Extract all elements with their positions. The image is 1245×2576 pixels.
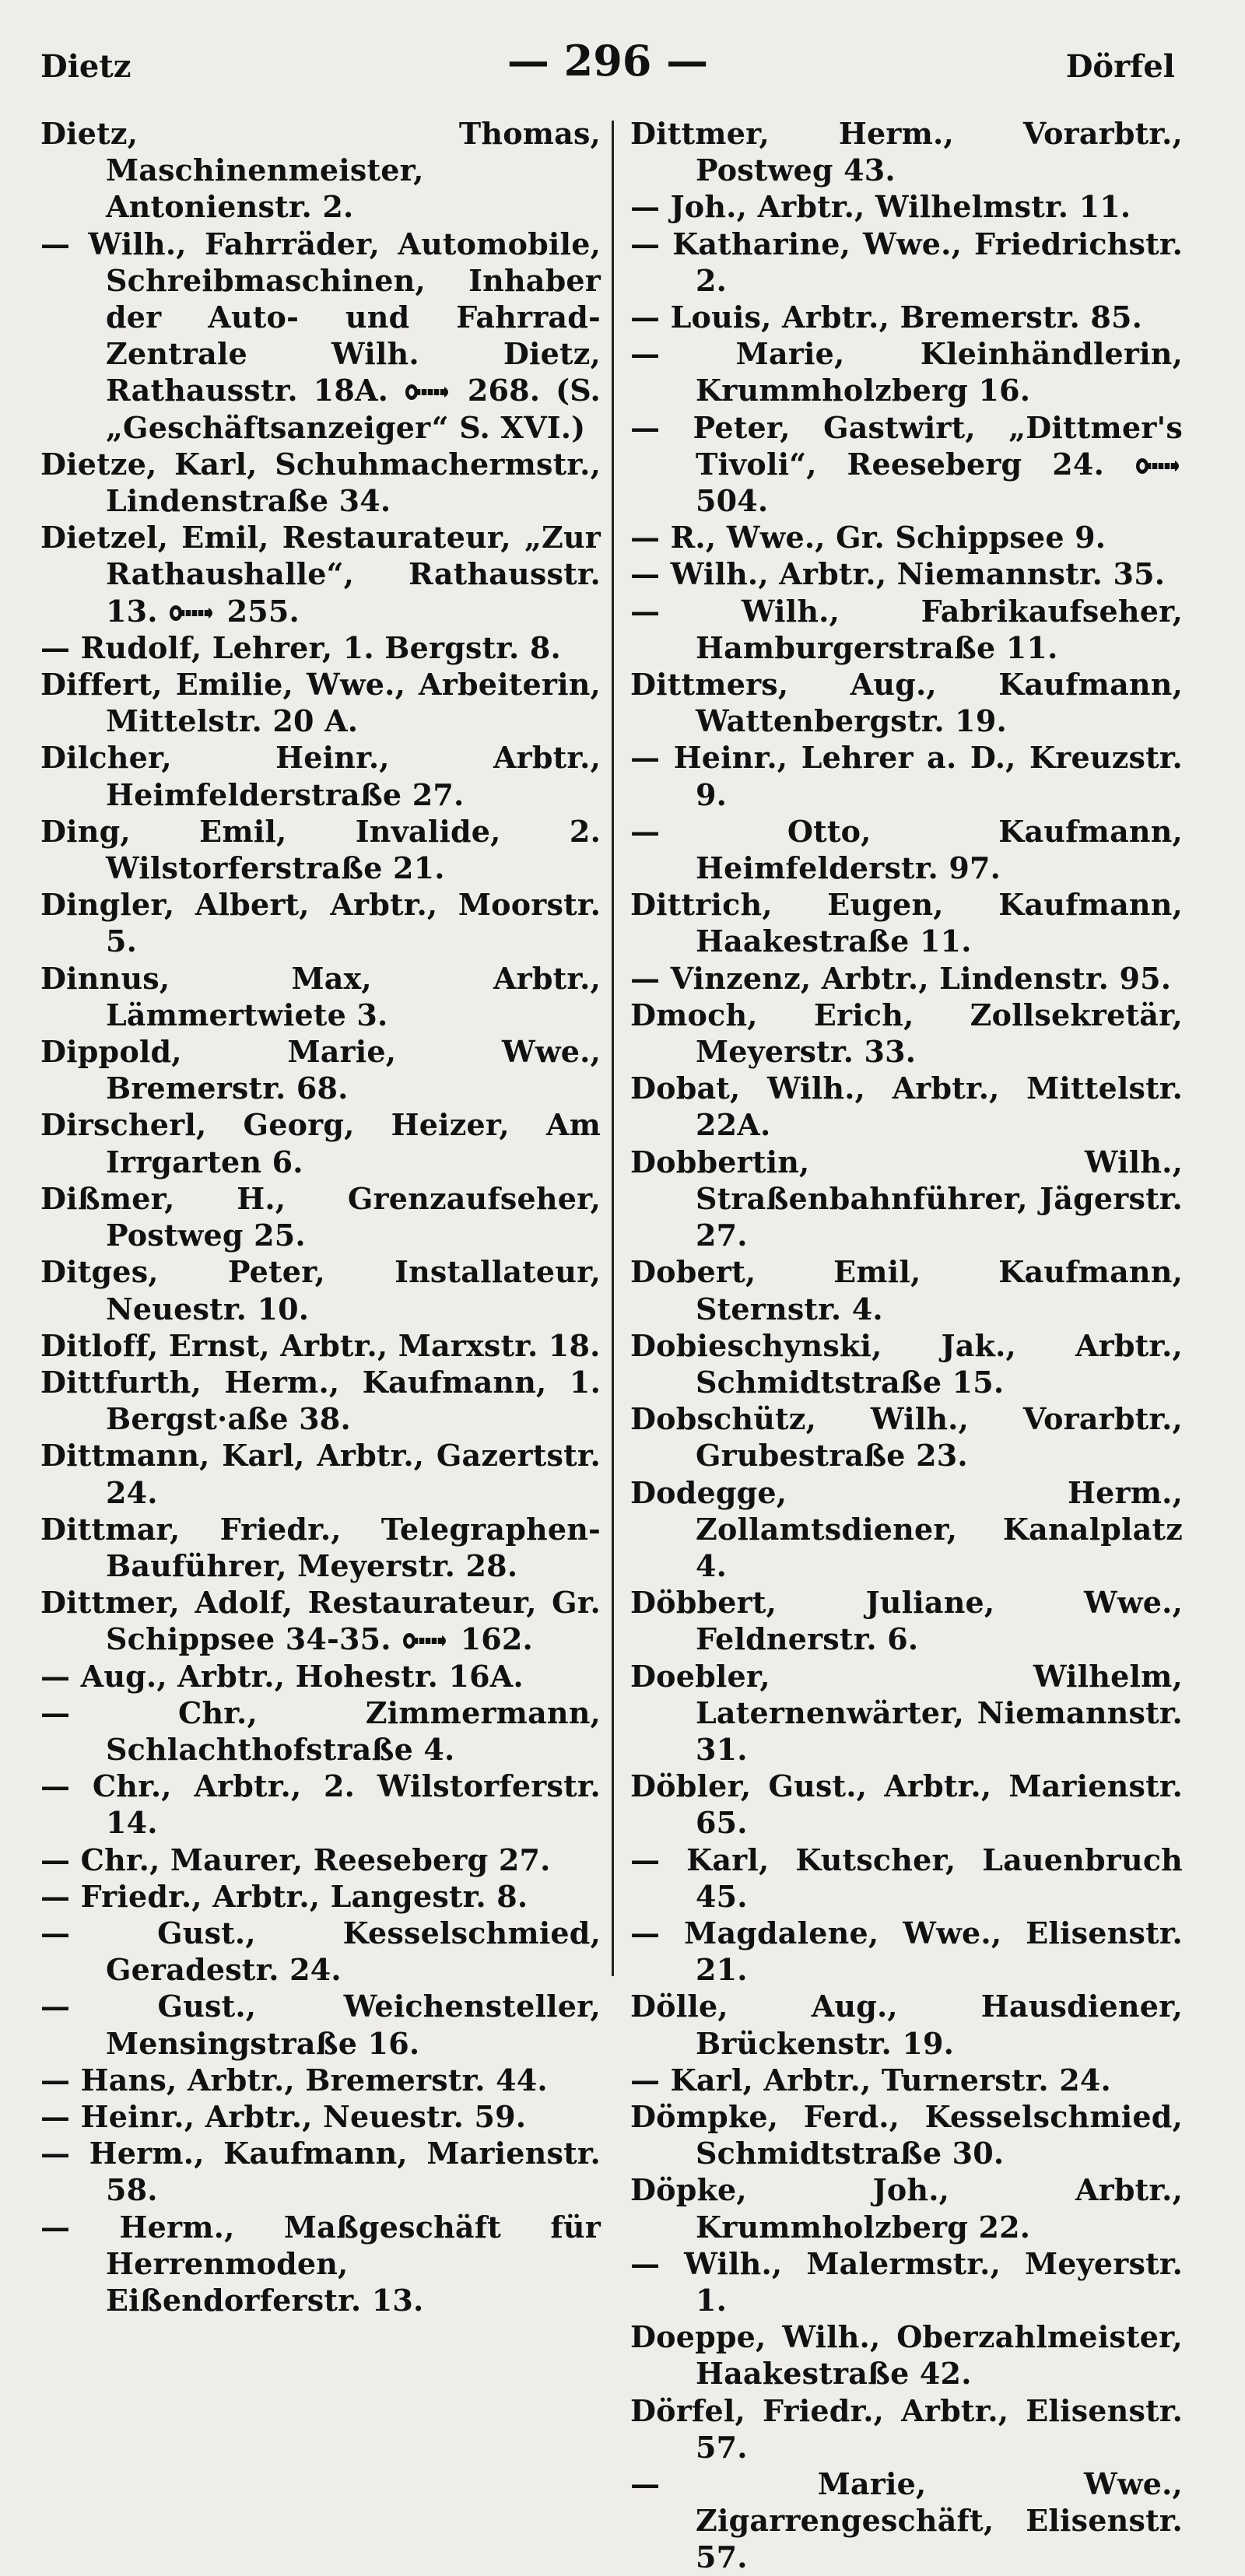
- directory-entry: [40, 1180, 601, 1253]
- directory-entry: [630, 1584, 1183, 1657]
- entry-text: — Wilh., Malermstr., Meyerstr. 1.: [630, 2245, 1183, 2318]
- entry-text: Döbbert, Juliane, Wwe., Feldnerstr. 6.: [630, 1585, 1183, 1657]
- column-divider: [612, 121, 614, 1976]
- directory-entry: [40, 1327, 601, 1364]
- directory-entry: [40, 1842, 601, 1878]
- phone-number: 268.: [467, 373, 541, 408]
- entry-text: — Marie, Kleinhändlerin, Krummholzberg 16.: [630, 336, 1183, 408]
- directory-entry: [40, 1988, 601, 2061]
- directory-entry: [630, 115, 1183, 188]
- directory-entry: [40, 813, 601, 886]
- directory-entry: [40, 739, 601, 812]
- entry-text: — Karl, Arbtr., Turnerstr. 24.: [630, 2062, 1111, 2098]
- directory-entry: [630, 226, 1183, 299]
- entry-text: Doeppe, Wilh., Oberzahlmeister, Haakestraße 42.: [630, 2319, 1183, 2392]
- phone-number: 162.: [460, 1621, 533, 1657]
- entry-text: Dobert, Emil, Kaufmann, Sternstr. 4.: [630, 1254, 1183, 1327]
- entry-text: Dilcher, Heinr., Arbtr., Heimfelderstraße 27.: [40, 740, 601, 812]
- entry-text: Ditges, Peter, Installateur, Neuestr. 10.: [40, 1254, 601, 1327]
- entry-note: (S. „Geschäftsanzeiger“ S. XVI.): [106, 373, 601, 445]
- entry-text: Dirscherl, Georg, Heizer, Am Irrgarten 6.: [40, 1107, 601, 1179]
- entry-text: Dinnus, Max, Arbtr., Lämmertwiete 3.: [40, 960, 601, 1032]
- entry-text: — Herm., Kaufmann, Marienstr. 58.: [40, 2136, 601, 2208]
- entry-text: Döpke, Joh., Arbtr., Krummholzberg 22.: [630, 2172, 1183, 2245]
- directory-entry: [630, 299, 1183, 335]
- directory-entry: [630, 960, 1183, 997]
- entry-text: — R., Wwe., Gr. Schippsee 9.: [630, 520, 1106, 556]
- entry-text: Dodegge, Herm., Zollamtsdiener, Kanalplatz 4.: [630, 1474, 1183, 1583]
- entry-text: Dietze, Karl, Schuhmachermstr., Lindenstraße 34.: [40, 446, 601, 519]
- directory-entry: [40, 519, 601, 629]
- directory-entry: [40, 2062, 601, 2098]
- entry-text: — Hans, Arbtr., Bremerstr. 44.: [40, 2062, 548, 2098]
- entry-text: Dippold, Marie, Wwe., Bremerstr. 68.: [40, 1034, 601, 1106]
- directory-entry: [630, 1658, 1183, 1768]
- directory-entry: [40, 1437, 601, 1510]
- page-header: [40, 31, 1175, 93]
- directory-entry: [40, 1878, 601, 1915]
- entry-text: — Katharine, Wwe., Friedrichstr. 2.: [630, 226, 1183, 298]
- entry-text: Dmoch, Erich, Zollsekretär, Meyerstr. 33.: [630, 997, 1183, 1070]
- directory-entry: [630, 1988, 1183, 2061]
- telephone-icon: [402, 1631, 450, 1651]
- entry-text: — Gust., Kesselschmied, Geradestr. 24.: [40, 1915, 601, 1988]
- directory-entry: [630, 2392, 1183, 2466]
- directory-entry: [630, 335, 1183, 408]
- entry-text: — Herm., Maßgeschäft für Herrenmoden, Eißendorferstr. 13.: [40, 2209, 601, 2318]
- entry-text: Dobschütz, Wilh., Vorarbtr., Grubestraße 23.: [630, 1401, 1183, 1474]
- directory-entry: [40, 960, 601, 1033]
- directory-entry: [630, 188, 1183, 225]
- directory-entry: [630, 409, 1183, 520]
- entry-text: — Otto, Kaufmann, Heimfelderstr. 97.: [630, 813, 1183, 886]
- directory-entry: [40, 115, 601, 226]
- entry-text: — Wilh., Arbtr., Niemannstr. 35.: [630, 556, 1166, 592]
- entry-text: Dörfel, Friedr., Arbtr., Elisenstr. 57.: [630, 2392, 1183, 2465]
- entry-text: Dittmer, Herm., Vorarbtr., Postweg 43.: [630, 116, 1183, 188]
- left-column: [40, 115, 601, 2318]
- entry-text: Dittmer, Adolf, Restaurateur, Gr. Schippsee 34-35.: [40, 1585, 601, 1657]
- entry-text: Dietz, Thomas, Maschinenmeister, Antonienstr. 2.: [40, 116, 601, 225]
- telephone-icon: [404, 382, 452, 402]
- directory-entry: [40, 2098, 601, 2135]
- entry-text: Dobbertin, Wilh., Straßenbahnführer, Jägerstr. 27.: [630, 1144, 1183, 1253]
- entry-text: Dietzel, Emil, Restaurateur, „Zur Rathaushalle“, Rathausstr. 13.: [40, 520, 601, 629]
- directory-entry: [630, 1474, 1183, 1585]
- directory-entry: [40, 629, 601, 666]
- page-number: — 296 —: [507, 36, 709, 86]
- entry-text: — Magdalene, Wwe., Elisenstr. 21.: [630, 1915, 1183, 1988]
- directory-entry: [40, 1695, 601, 1768]
- directory-entry: [630, 997, 1183, 1070]
- directory-entry: [630, 886, 1183, 959]
- directory-entry: [40, 1033, 601, 1106]
- directory-entry: [630, 1144, 1183, 1254]
- directory-entry: [40, 1364, 601, 1437]
- header-first-name: Dietz: [40, 48, 132, 85]
- directory-entry: [40, 2135, 601, 2208]
- telephone-icon: [1135, 456, 1183, 476]
- directory-entry: [630, 2062, 1183, 2098]
- directory-entry: [40, 1915, 601, 1988]
- entry-text: — Heinr., Arbtr., Neuestr. 59.: [40, 2098, 527, 2134]
- directory-entry: [630, 2098, 1183, 2171]
- directory-entry: [40, 446, 601, 519]
- entry-text: — Gust., Weichensteller, Mensingstraße 16.: [40, 1989, 601, 2061]
- entry-text: Dölle, Aug., Hausdiener, Brückenstr. 19.: [630, 1989, 1183, 2061]
- telephone-icon: [168, 603, 216, 623]
- entry-text: Dingler, Albert, Arbtr., Moorstr. 5.: [40, 887, 601, 959]
- directory-entry: [40, 1768, 601, 1841]
- entry-text: Dißmer, H., Grenzaufseher, Postweg 25.: [40, 1180, 601, 1253]
- directory-entry: [630, 2318, 1183, 2392]
- phone-number: 255.: [226, 593, 300, 629]
- header-last-name: Dörfel: [1065, 48, 1175, 85]
- entry-text: Dömpke, Ferd., Kesselschmied, Schmidtstraße 30.: [630, 2098, 1183, 2171]
- directory-entry: [630, 593, 1183, 666]
- entry-text: Dittmann, Karl, Arbtr., Gazertstr. 24.: [40, 1438, 601, 1510]
- entry-text: Dobat, Wilh., Arbtr., Mittelstr. 22A.: [630, 1071, 1183, 1143]
- directory-entry: [630, 1400, 1183, 1474]
- entry-text: — Friedr., Arbtr., Langestr. 8.: [40, 1878, 528, 1914]
- entry-text: Doebler, Wilhelm, Laternenwärter, Niemannstr. 31.: [630, 1658, 1183, 1767]
- directory-entry: [40, 666, 601, 739]
- entry-text: — Chr., Zimmermann, Schlachthofstraße 4.: [40, 1695, 601, 1767]
- entry-text: Döbler, Gust., Arbtr., Marienstr. 65.: [630, 1768, 1183, 1841]
- entry-text: — Chr., Arbtr., 2. Wilstorferstr. 14.: [40, 1768, 601, 1841]
- entry-text: — Louis, Arbtr., Bremerstr. 85.: [630, 300, 1143, 335]
- directory-entry: [40, 226, 601, 446]
- directory-entry: [40, 1658, 601, 1695]
- directory-entry: [630, 519, 1183, 556]
- directory-entry: [40, 1106, 601, 1179]
- directory-entry: [630, 1768, 1183, 1841]
- directory-entry: [630, 2171, 1183, 2245]
- directory-entry: [630, 739, 1183, 812]
- entry-text: — Joh., Arbtr., Wilhelmstr. 11.: [630, 189, 1131, 225]
- entry-text: — Chr., Maurer, Reeseberg 27.: [40, 1842, 551, 1877]
- directory-entry: [40, 886, 601, 959]
- entry-text: — Marie, Wwe., Zigarrengeschäft, Elisenstr. 57.: [630, 2466, 1183, 2575]
- entry-text: Dittfurth, Herm., Kaufmann, 1. Bergst·aße 38.: [40, 1364, 601, 1437]
- directory-entry: [630, 666, 1183, 739]
- directory-entry: [40, 1253, 601, 1327]
- directory-entry: [630, 813, 1183, 886]
- directory-entry: [630, 556, 1183, 592]
- entry-text: Dittrich, Eugen, Kaufmann, Haakestraße 11.: [630, 887, 1183, 959]
- directory-entry: [630, 1842, 1183, 1915]
- entry-text: — Rudolf, Lehrer, 1. Bergstr. 8.: [40, 629, 561, 665]
- entry-text: Dittmar, Friedr., Telegraphen-Bauführer, Meyerstr. 28.: [40, 1511, 601, 1583]
- entry-text: Differt, Emilie, Wwe., Arbeiterin, Mittelstr. 20 A.: [40, 667, 601, 739]
- directory-entry: [40, 1584, 601, 1657]
- entry-text: Ding, Emil, Invalide, 2. Wilstorferstraße 21.: [40, 813, 601, 886]
- directory-entry: [630, 1070, 1183, 1143]
- directory-entry: [630, 1915, 1183, 1988]
- right-column: [630, 115, 1183, 2575]
- directory-entry: [630, 2466, 1183, 2576]
- entry-text: — Heinr., Lehrer a. D., Kreuzstr. 9.: [630, 740, 1183, 812]
- directory-entry: [40, 2209, 601, 2319]
- directory-entry: [630, 2245, 1183, 2318]
- directory-entry: [630, 1327, 1183, 1400]
- entry-text: — Aug., Arbtr., Hohestr. 16A.: [40, 1658, 524, 1694]
- entry-text: Dittmers, Aug., Kaufmann, Wattenbergstr. 19.: [630, 667, 1183, 739]
- phone-number: 504.: [696, 483, 769, 519]
- entry-text: — Wilh., Fahrräder, Automobile, Schreibmaschinen, Inhaber der Auto- und Fahrrad-Zentrale Wilh. Dietz, Rathausstr. 18A.: [40, 226, 601, 408]
- entry-text: — Peter, Gastwirt, „Dittmer's Tivoli“, Reeseberg 24.: [630, 409, 1183, 482]
- entry-text: Ditloff, Ernst, Arbtr., Marxstr. 18.: [40, 1327, 601, 1363]
- directory-entry: [40, 1511, 601, 1584]
- directory-entry: [630, 1253, 1183, 1327]
- entry-text: — Karl, Kutscher, Lauenbruch 45.: [630, 1842, 1183, 1914]
- entry-text: Dobieschynski, Jak., Arbtr., Schmidtstraße 15.: [630, 1327, 1183, 1400]
- entry-text: — Wilh., Fabrikaufseher, Hamburgerstraße 11.: [630, 593, 1183, 665]
- entry-text: — Vinzenz, Arbtr., Lindenstr. 95.: [630, 960, 1172, 996]
